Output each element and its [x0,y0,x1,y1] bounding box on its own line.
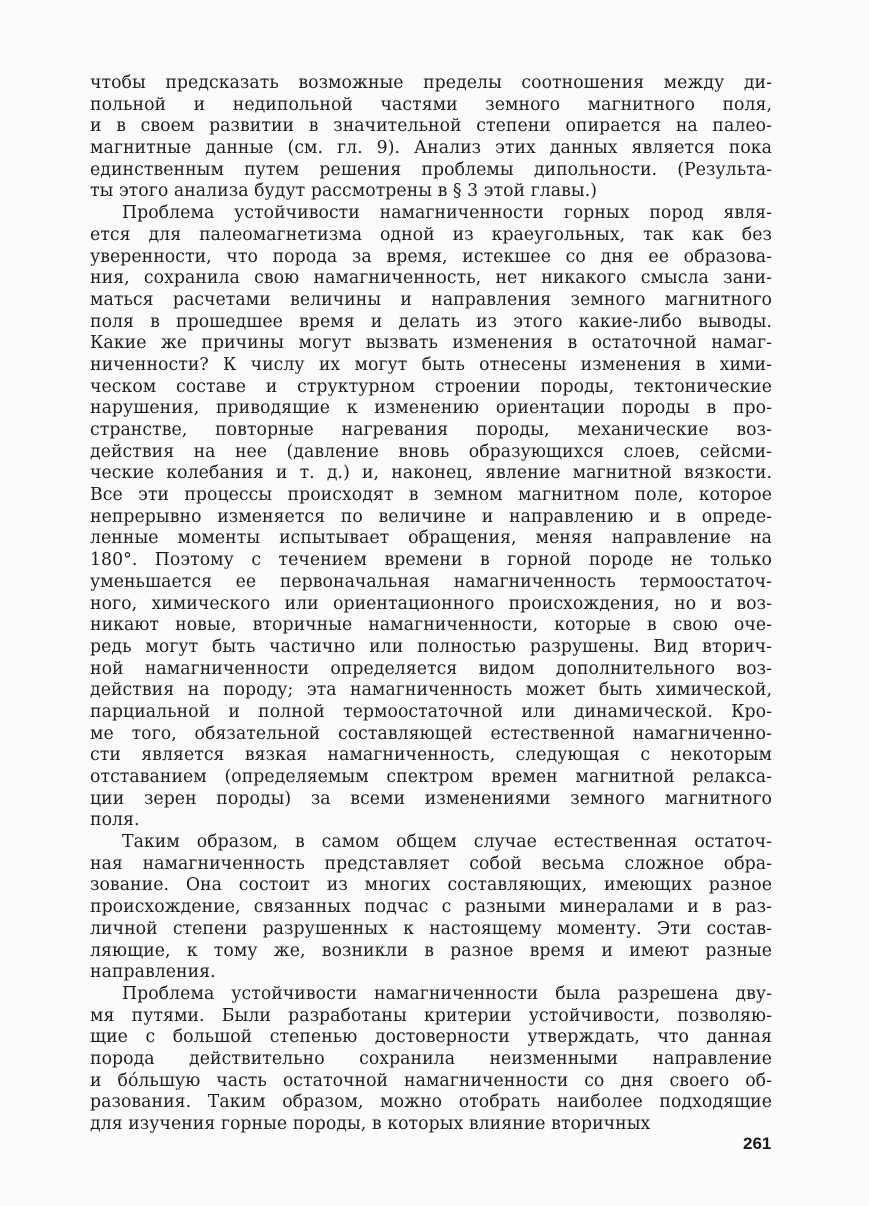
text-line: чтобы предсказать возможные пределы соотношения между ди- [90,73,772,93]
text-line: парциальной и полной термоостаточной или динамической. Кро- [90,701,772,722]
paragraph [90,832,772,984]
text-line: отставанием (определяемым спектром времен магнитной релакса- [90,767,772,787]
text-line: поля. [90,810,140,831]
text-line: странстве, повторные нагревания породы, механические воз- [90,420,772,440]
text-line: ляющие, к тому же, возникли в разное время и имеют разные [90,940,772,961]
text-line: ции зерен породы) за всеми изменениями земного магнитного [90,788,772,809]
text-line: редь могут быть частично или полностью разрушены. Вид вторич- [90,636,772,657]
text-line: маться расчетами величины и направления земного магнитного [90,289,772,310]
text-line: сти является вязкая намагниченность, следующая с некоторым [90,745,772,766]
text-line: ты этого анализа будут рассмотрены в § 3 этой главы.) [90,181,598,202]
text-line: Проблема устойчивости намагниченности была разрешена дву- [122,983,772,1004]
text-line: ная намагниченность представляет собой весьма сложное обра- [90,853,772,874]
text-line: происхождение, связанных подчас с разными минералами и в раз- [90,897,772,918]
text-line: порода действительно сохранила неизменными направление [90,1048,772,1069]
text-line: поля в прошедшее время и делать из этого какие-либо выводы. [90,311,772,332]
text-line: ленные моменты испытывает обращения, меняя направление на [90,528,772,549]
text-line: ческие колебания и т. д.) и, наконец, явление магнитной вязкости. [90,463,772,484]
text-line: единственным путем решения проблемы дипольности. (Результа- [90,159,772,180]
text-line: 180°. Поэтому с течением времени в горной породе не только [90,550,772,571]
text-line: никают новые, вторичные намагниченности, которые в свою оче- [90,615,772,636]
text-line: для изучения горные породы, в которых влияние вторичных [90,1114,651,1134]
text-line: зование. Она состоит из многих составляющих, имеющих разное [90,875,772,896]
text-line: магнитные данные (см. гл. 9). Анализ этих данных является пока [90,138,772,159]
body-text [90,73,772,1136]
text-line: непрерывно изменяется по величине и направлению и в опреде- [90,506,772,527]
text-line: уверенности, что порода за время, истекшее со дня ее образова- [90,246,772,267]
text-line: щие с большой степенью достоверности утверждать, что данная [90,1027,772,1048]
text-line: направления. [90,962,216,983]
text-line: действия на породу; эта намагниченность может быть химической, [90,680,772,701]
text-line: Какие же причины могут вызвать изменения в остаточной намаг- [90,333,772,354]
text-line: ниченности? К числу их могут быть отнесены изменения в хими- [90,354,772,375]
text-line: действия на нее (давление вновь образующихся слоев, сейсми- [90,441,772,462]
text-line: ме того, обязательной составляющей естественной намагниченно- [90,723,772,744]
paragraph [90,203,772,832]
text-line: нарушения, приводящие к изменению ориентации породы в про- [90,398,772,419]
text-line: мя путями. Были разработаны критерии устойчивости, позволяю- [90,1005,772,1026]
text-line: уменьшается ее первоначальная намагниченность термоостаточ- [90,571,772,592]
text-line: личной степени разрушенных к настоящему моменту. Эти состав- [90,918,772,939]
paragraph [90,73,772,203]
text-line: Проблема устойчивости намагниченности горных пород явля- [122,203,772,224]
text-line: разования. Таким образом, можно отобрать наиболее подходящие [90,1092,772,1113]
page-number: 261 [743,1134,772,1153]
text-line: ется для палеомагнетизма одной из краеугольных, так как без [90,224,772,245]
text-line: польной и недипольной частями земного магнитного поля, [90,94,772,115]
text-line: ной намагниченности определяется видом дополнительного воз- [90,658,772,679]
text-line: Таким образом, в самом общем случае естественная остаточ- [122,832,772,853]
text-line: ного, химического или ориентационного происхождения, но и воз- [90,593,772,614]
text-line: и в своем развитии в значительной степени опирается на палео- [90,116,772,137]
text-line: ческом составе и структурном строении породы, тектонические [90,376,772,397]
text-line: ния, сохранила свою намагниченность, нет никакого смысла зани- [90,268,772,289]
text-line: Все эти процессы происходят в земном магнитном поле, которое [90,485,772,506]
paragraph [90,984,772,1136]
text-line: и бо́льшую часть остаточной намагниченности со дня своего об- [90,1070,772,1091]
